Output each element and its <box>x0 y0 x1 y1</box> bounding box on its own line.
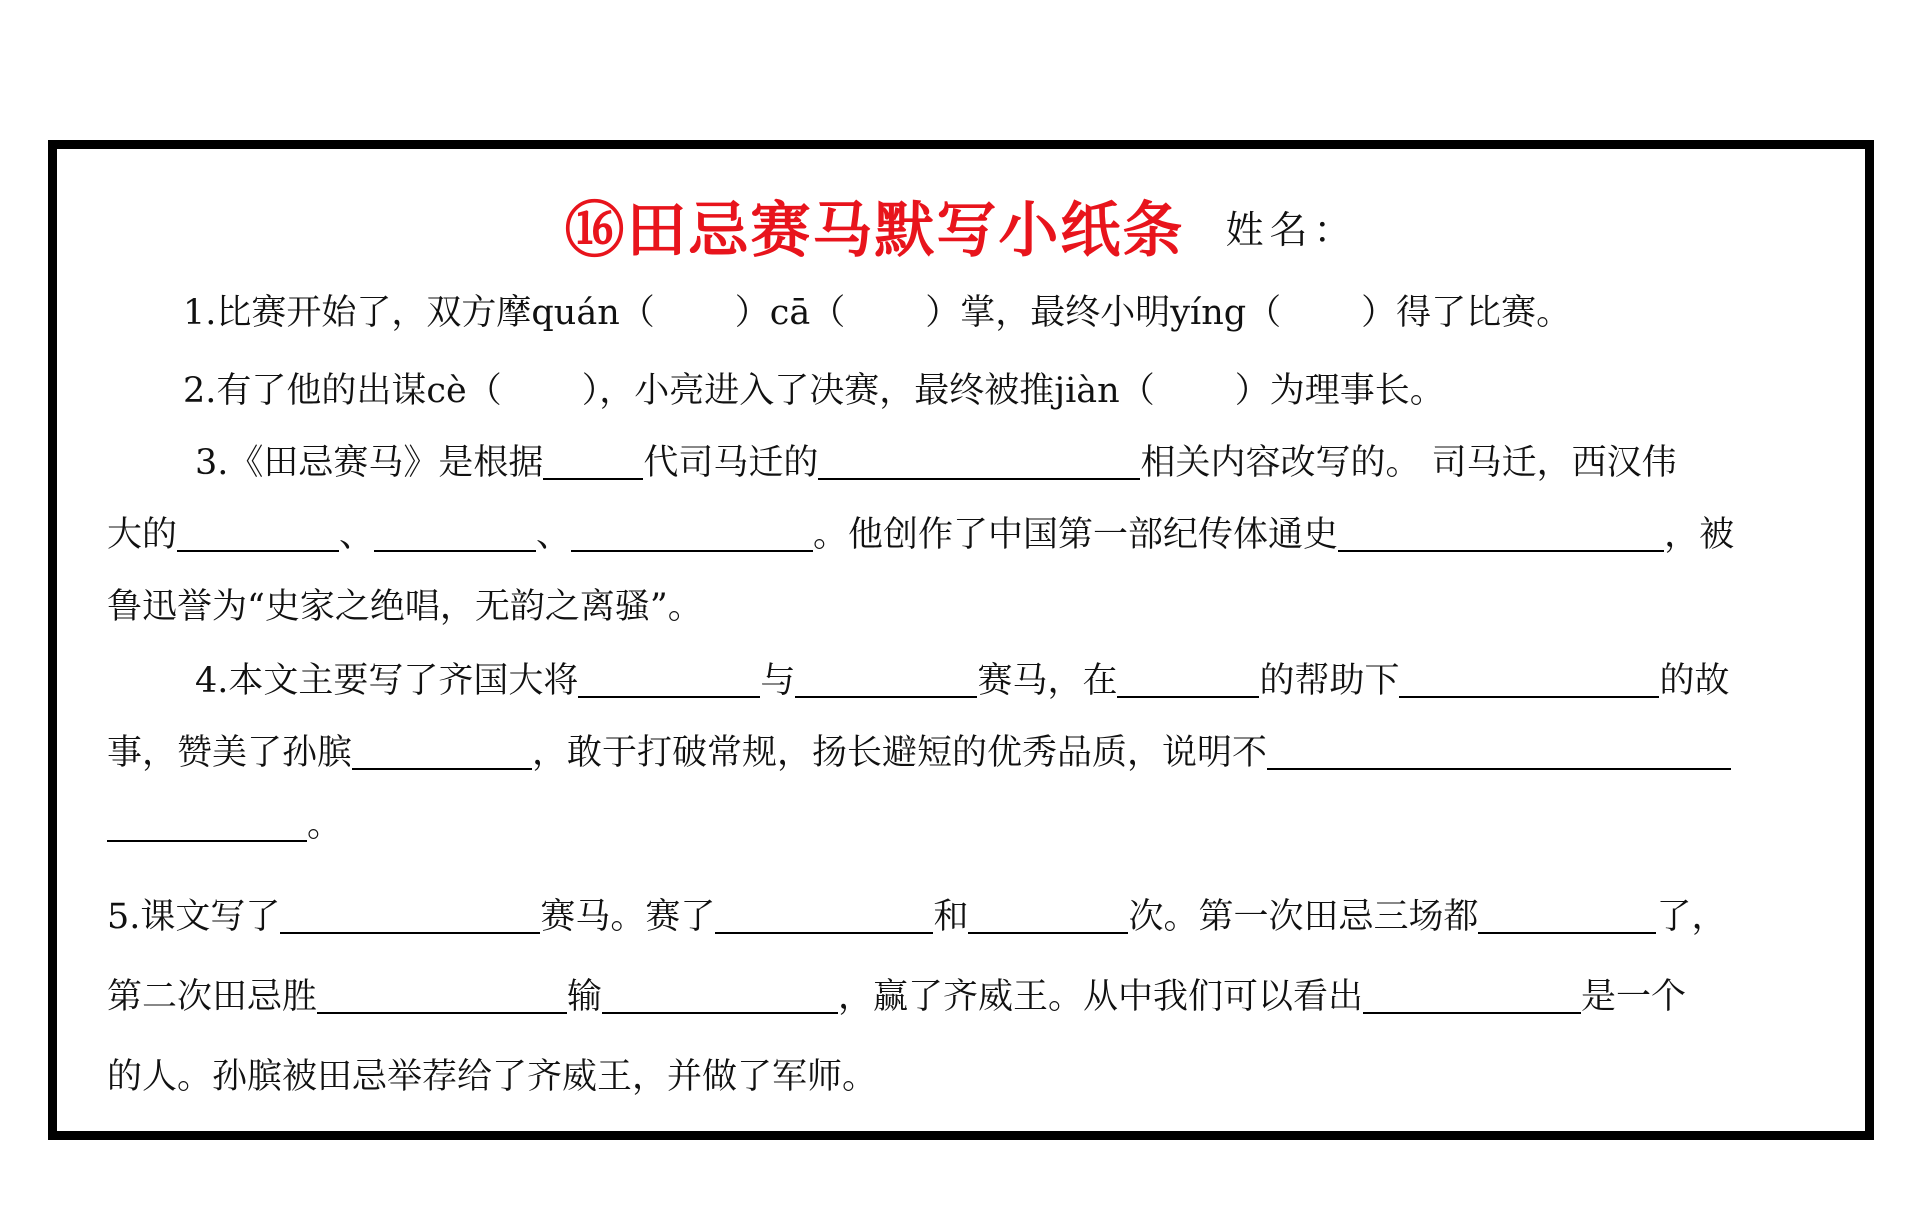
question-3-sep-1: 、 <box>339 515 375 555</box>
answer-blank-history-book[interactable] <box>1338 514 1664 552</box>
question-5-text-3: 和 <box>933 897 969 937</box>
answer-blank-wins[interactable] <box>317 976 567 1014</box>
question-2 <box>183 369 1445 413</box>
question-4-text-1: 本文主要写了齐国大将 <box>228 661 579 701</box>
answer-blank-result[interactable] <box>1399 660 1659 698</box>
worksheet-title: ⑯田忌赛马默写小纸条 <box>564 196 1185 266</box>
question-5-text-5: 了， <box>1656 897 1727 937</box>
question-3-text-4: 大的 <box>107 515 178 555</box>
answer-blank-helper[interactable] <box>1117 660 1259 698</box>
worksheet-frame <box>48 140 1874 1140</box>
question-4-text-7: ，敢于打破常规，扬长避短的优秀品质，说明不 <box>532 733 1268 773</box>
question-1 <box>183 291 1571 335</box>
question-5-text-7: 输 <box>567 977 603 1017</box>
question-1-number: 1. <box>183 293 217 333</box>
question-5-text-10: 的人。孙膑被田忌举荐给了齐威王，并做了军师。 <box>107 1057 878 1097</box>
question-5-number: 5. <box>107 897 141 937</box>
question-4-text-2: 与 <box>760 661 796 701</box>
question-4-text-3: 赛马，在 <box>977 661 1118 701</box>
name-field-label: 姓名： <box>1225 207 1358 252</box>
question-1-text-3: ）掌，最终小明yíng（ <box>925 293 1282 333</box>
header <box>57 183 1865 269</box>
question-3-line-3 <box>107 585 703 629</box>
answer-blank-identity-3[interactable] <box>571 514 813 552</box>
answer-blank-times-2[interactable] <box>968 896 1128 934</box>
answer-blank-dynasty[interactable] <box>543 442 643 480</box>
question-3-sep-2: 、 <box>536 515 572 555</box>
question-1-text-1: 比赛开始了，双方摩quán（ <box>216 293 655 333</box>
question-3-text-2: 代司马迁的 <box>643 443 819 483</box>
question-2-text-3: ）为理事长。 <box>1234 371 1445 411</box>
answer-blank-source-book[interactable] <box>818 442 1140 480</box>
answer-blank-losses[interactable] <box>602 976 838 1014</box>
question-5-text-9: 是一个 <box>1581 977 1687 1017</box>
answer-blank-times[interactable] <box>715 896 933 934</box>
question-3-text-5: 。他创作了中国第一部纪传体通史 <box>813 515 1339 555</box>
answer-blank-race-count[interactable] <box>280 896 540 934</box>
answer-blank-general[interactable] <box>578 660 760 698</box>
question-4-line-2 <box>107 731 1731 775</box>
question-5-text-1: 课文写了 <box>140 897 281 937</box>
question-5-text-8: ，赢了齐威王。从中我们可以看出 <box>838 977 1364 1017</box>
question-5-line-2 <box>107 975 1686 1019</box>
answer-blank-identity-2[interactable] <box>374 514 536 552</box>
question-3-text-7: 鲁迅誉为“史家之绝唱，无韵之离骚”。 <box>107 587 703 627</box>
question-1-text-4: ）得了比赛。 <box>1361 293 1572 333</box>
question-1-text-2: ）cā（ <box>734 293 846 333</box>
question-3-text-6: ，被 <box>1664 515 1735 555</box>
question-2-text-1: 有了他的出谋cè（ <box>216 371 502 411</box>
answer-blank-opponent[interactable] <box>795 660 977 698</box>
answer-blank-praise[interactable] <box>352 732 532 770</box>
question-3-line-1 <box>195 441 1677 485</box>
answer-blank-person[interactable] <box>1363 976 1581 1014</box>
question-3-text-3: 相关内容改写的。 司马迁，西汉伟 <box>1140 443 1677 483</box>
question-5-text-4: 次。第一次田忌三场都 <box>1128 897 1479 937</box>
question-3-text-1: 《田忌赛马》是根据 <box>228 443 544 483</box>
question-4-line-1 <box>195 659 1729 703</box>
question-5-line-1 <box>107 895 1726 939</box>
answer-blank-lesson-1[interactable] <box>1267 732 1731 770</box>
question-3-line-2 <box>107 513 1734 557</box>
answer-blank-lesson-2[interactable] <box>107 804 307 842</box>
question-3-number: 3. <box>195 443 229 483</box>
question-5-line-3 <box>107 1055 877 1099</box>
question-4-line-3 <box>107 803 342 847</box>
question-4-text-5: 的故 <box>1659 661 1730 701</box>
question-4-number: 4. <box>195 661 229 701</box>
answer-blank-first-result[interactable] <box>1478 896 1656 934</box>
question-2-number: 2. <box>183 371 217 411</box>
question-5-text-6: 第二次田忌胜 <box>107 977 318 1017</box>
question-5-text-2: 赛马。赛了 <box>540 897 716 937</box>
answer-blank-identity-1[interactable] <box>177 514 339 552</box>
question-4-text-6: 事，赞美了孙膑 <box>107 733 353 773</box>
question-4-text-4: 的帮助下 <box>1259 661 1400 701</box>
question-2-text-2: ），小亮进入了决赛，最终被推jiàn（ <box>581 371 1155 411</box>
question-4-text-8: 。 <box>307 805 343 845</box>
